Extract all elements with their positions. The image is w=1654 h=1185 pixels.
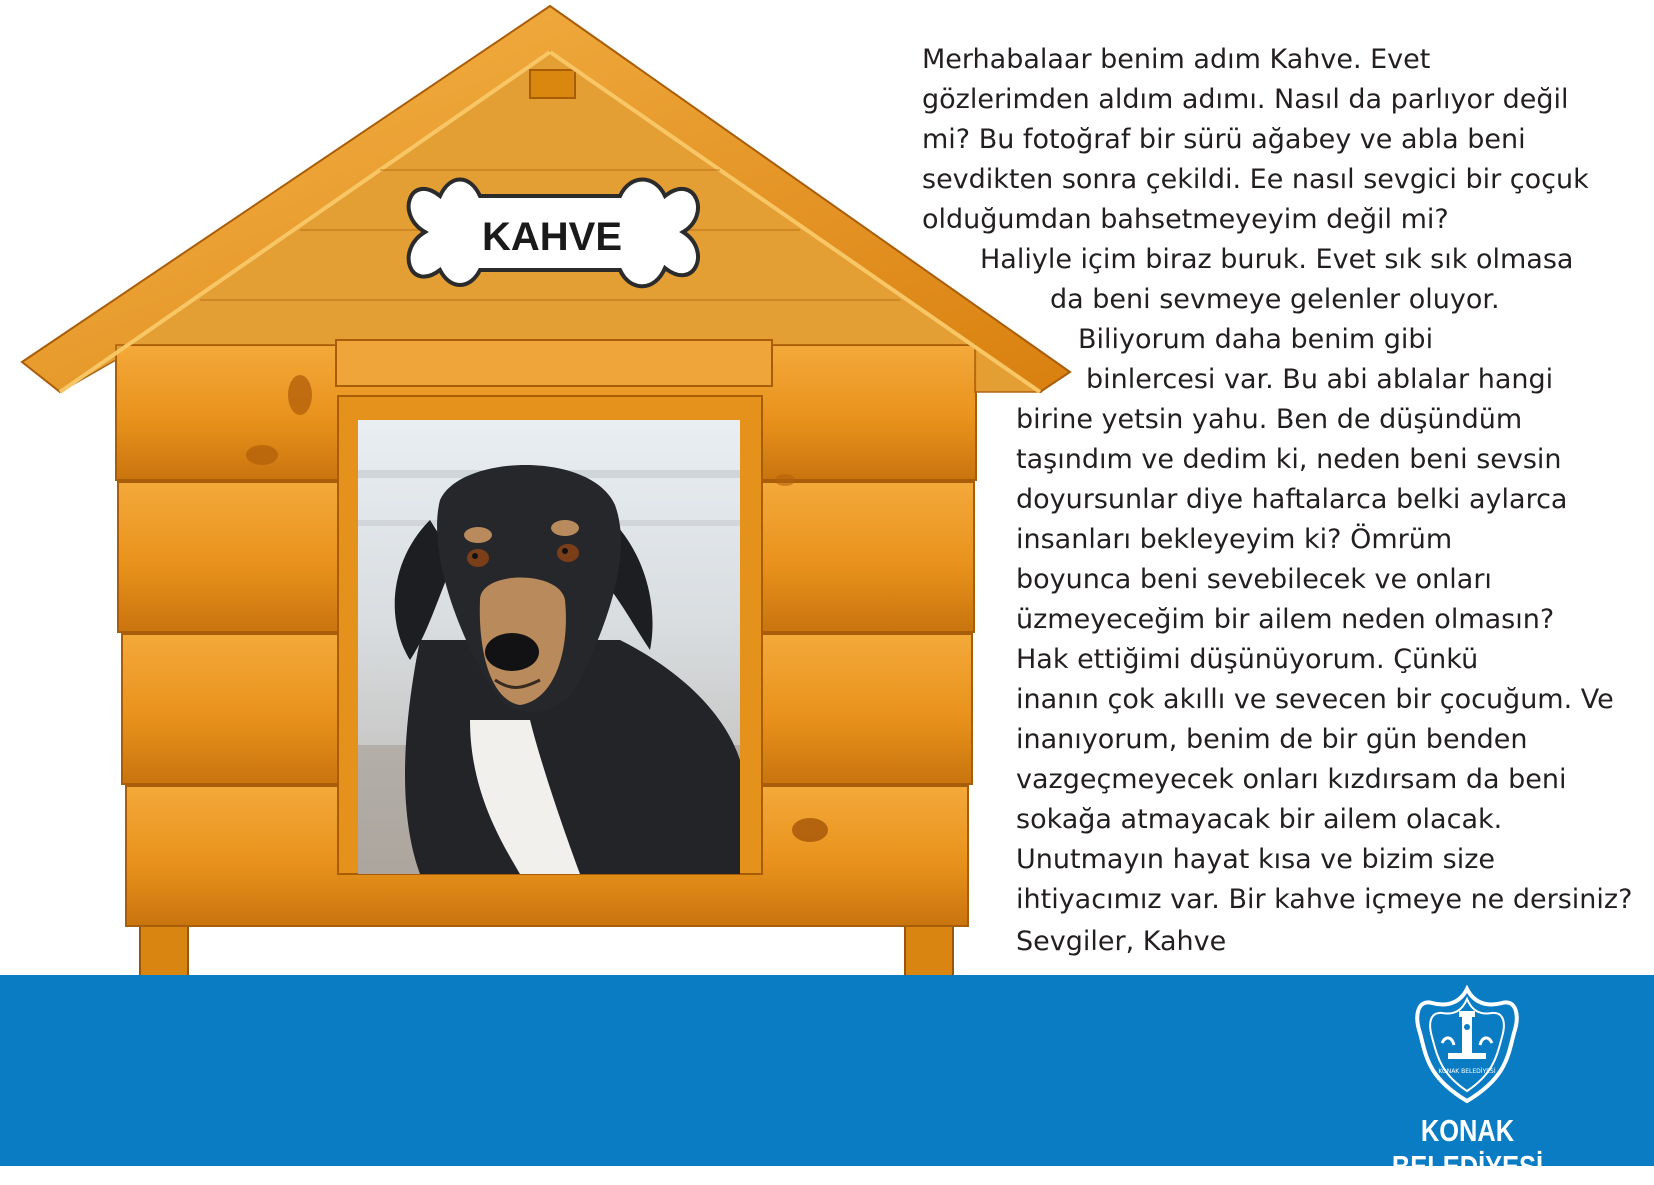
story-line: üzmeyeceğim bir ailem neden olmasın? — [1016, 604, 1555, 635]
story-line: Biliyorum daha benim gibi — [1078, 324, 1434, 355]
story-line: gözlerimden aldım adımı. Nasıl da parlıyor değil — [922, 84, 1569, 115]
story-line: inanın çok akıllı ve sevecen bir çocuğum. Ve — [1016, 684, 1614, 715]
story-line: sevdikten sonra çekildi. Ee nasıl sevgici bir çoçuk — [922, 164, 1589, 195]
story-line: ihtiyacımız var. Bir kahve içmeye ne dersiniz? — [1016, 884, 1633, 915]
story-line: sokağa atmayacak bir ailem olacak. — [1016, 804, 1503, 835]
story-line: Haliyle içim biraz buruk. Evet sık sık olmasa — [980, 244, 1574, 275]
story-line: birine yetsin yahu. Ben de düşündüm — [1016, 404, 1523, 435]
dog-name-label: KAHVE — [481, 215, 623, 259]
story-line: Unutmayın hayat kısa ve bizim size — [1016, 844, 1495, 875]
story-line: insanları bekleyeyim ki? Ömrüm — [1016, 524, 1453, 555]
story-line: binlercesi var. Bu abi ablalar hangi — [1086, 364, 1554, 395]
logo-seal-text: KONAK BELEDİYESİ — [1438, 1068, 1496, 1075]
story-signature: Sevgiler, Kahve — [1016, 926, 1227, 957]
story-line: Merhabalaar benim adım Kahve. Evet — [922, 44, 1431, 75]
story-line: taşındım ve dedim ki, neden beni sevsin — [1016, 444, 1562, 475]
story-line: inanıyorum, benim de bir gün benden — [1016, 724, 1528, 755]
story-line: mi? Bu fotoğraf bir sürü ağabey ve abla beni — [922, 124, 1526, 155]
story-line: olduğumdan bahsetmeyeyim değil mi? — [922, 204, 1449, 235]
story-line: boyunca beni sevebilecek ve onları — [1016, 564, 1492, 595]
story-line: da beni sevmeye gelenler oluyor. — [1050, 284, 1500, 315]
brand-name: KONAK BELEDİYESİ — [1391, 1113, 1544, 1184]
story-line: vazgeçmeyecek onları kızdırsam da beni — [1016, 764, 1567, 795]
konak-belediyesi-logo-icon — [1412, 985, 1522, 1105]
story-line: Hak ettiğimi düşünüyorum. Çünkü — [1016, 644, 1479, 675]
story-line: doyursunlar diye haftalarca belki aylarca — [1016, 484, 1568, 515]
